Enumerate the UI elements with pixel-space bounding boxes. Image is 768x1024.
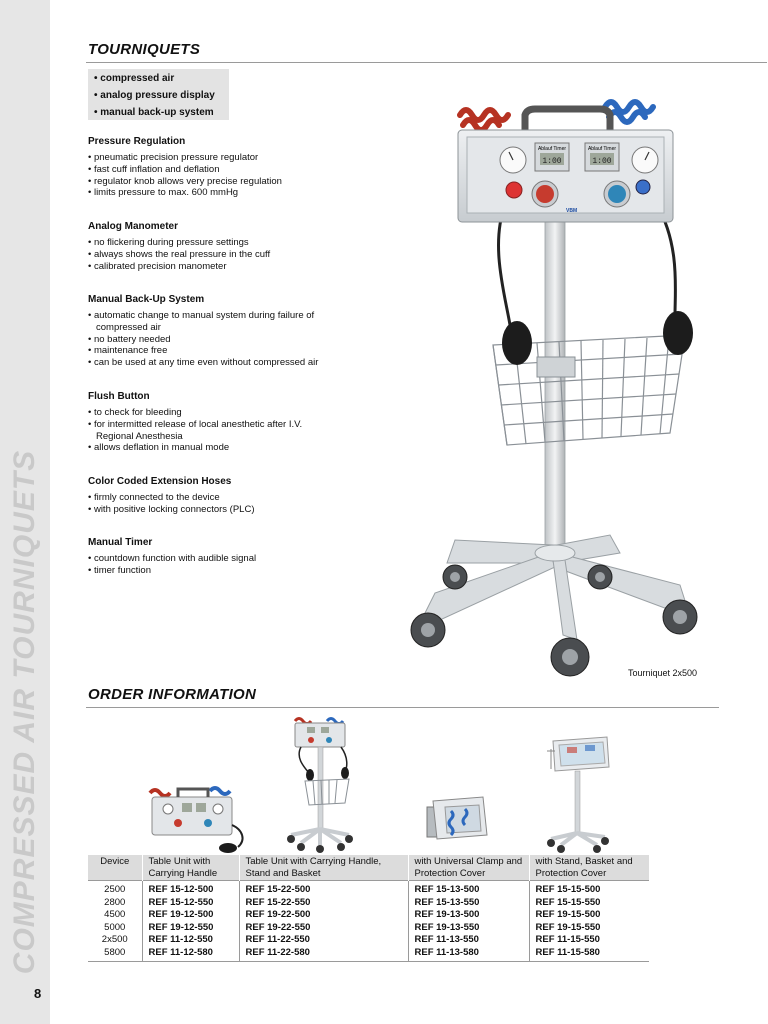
table-cell: REF 15-13-550 <box>408 897 529 910</box>
table-cell: REF 11-15-550 <box>529 934 649 947</box>
feature-item: • regulator knob allows very precise regulation <box>88 175 282 187</box>
feature-heading: Flush Button <box>88 391 150 402</box>
image-caption: Tourniquet 2x500 <box>628 668 698 678</box>
regulator-knob-red <box>536 185 554 203</box>
table-cell: REF 15-15-500 <box>529 881 649 897</box>
table-row <box>88 909 649 922</box>
table-cell: REF 15-13-500 <box>408 881 529 897</box>
order-table <box>88 855 649 962</box>
feature-item: • automatic change to manual system during failure of compressed air <box>88 310 315 333</box>
section-title-order-information: ORDER INFORMATION <box>88 686 257 703</box>
table-cell: REF 19-22-500 <box>239 909 408 922</box>
table-cell: 2500 <box>88 881 142 897</box>
table-row <box>88 934 649 947</box>
table-cell: REF 19-12-500 <box>142 909 239 922</box>
feature-item: • for intermitted release of local anesthetic after I.V. Regional Anesthesia <box>88 418 303 442</box>
feature-item: • firmly connected to the device <box>88 492 220 503</box>
feature-item: • to check for bleeding <box>88 407 182 418</box>
feature-heading: Analog Manometer <box>88 221 179 232</box>
hose-red <box>460 110 508 130</box>
column-header: Table Unit with Carrying Handle <box>142 855 239 881</box>
device-brand: VBM <box>566 208 578 214</box>
timer-right-value: 1:00 <box>592 157 612 166</box>
table-cell: REF 19-15-550 <box>529 922 649 935</box>
table-cell: 2x500 <box>101 934 128 945</box>
table-cell: REF 15-22-550 <box>239 897 408 910</box>
table-cell: REF 11-12-550 <box>142 934 239 947</box>
key-feature: • analog pressure display <box>94 90 215 101</box>
table-cell: REF 11-13-550 <box>408 934 529 947</box>
feature-item: • countdown function with audible signal <box>88 553 257 564</box>
section-rule <box>86 707 719 708</box>
table-cell: REF 15-12-550 <box>142 897 239 910</box>
page-number: 8 <box>34 986 42 1001</box>
table-cell: REF 19-22-550 <box>239 922 408 935</box>
feature-analog-manometer <box>88 221 388 272</box>
table-cell: REF 15-12-500 <box>142 881 239 897</box>
feature-item: • fast cuff inflation and deflation <box>88 163 220 175</box>
feature-item: • calibrated precision manometer <box>88 260 227 272</box>
timer-left-value: 1:00 <box>542 157 562 166</box>
timer-right-label: Ablauf Timer <box>587 146 617 152</box>
feature-item: • maintenance free <box>88 345 168 357</box>
table-cell: 4500 <box>104 909 126 920</box>
table-row <box>88 947 649 962</box>
column-header: Table Unit with Carrying Handle, Stand and Basket <box>239 855 408 881</box>
tourniquet-stand-illustration <box>395 95 720 685</box>
table-row <box>88 897 649 910</box>
table-header-row <box>88 855 649 881</box>
table-cell: 5800 <box>88 947 142 962</box>
table-unit-illustration <box>148 785 252 855</box>
table-cell: REF 19-15-500 <box>529 909 649 922</box>
regulator-knob-blue <box>608 185 626 203</box>
table-row <box>88 881 649 897</box>
feature-item: • can be used at any time even without compressed air <box>88 357 319 369</box>
timer-left-label: Ablauf Timer <box>537 146 567 152</box>
sidebar-vertical-title: COMPRESSED AIR TOURNIQUETS <box>8 449 41 975</box>
table-row <box>88 922 649 935</box>
inflation-bulb-left <box>502 321 532 365</box>
feature-item: • with positive locking connectors (PLC) <box>88 503 255 515</box>
inflation-bulb-right <box>663 311 693 355</box>
flush-button-blue <box>636 180 650 194</box>
feature-heading: Manual Timer <box>88 537 153 548</box>
table-cell: REF 15-22-500 <box>239 881 408 897</box>
feature-item: • timer function <box>88 564 151 576</box>
stand-basket-unit-illustration <box>283 713 355 855</box>
section-rule <box>86 62 767 63</box>
feature-pressure-regulation <box>88 136 388 199</box>
column-header: with Stand, Basket and Protection Cover <box>529 855 649 881</box>
feature-item: • allows deflation in manual mode <box>88 442 230 454</box>
feature-item: • always shows the real pressure in the cuff <box>88 248 271 260</box>
table-cell: REF 11-22-580 <box>239 947 408 962</box>
table-cell: REF 11-12-580 <box>142 947 239 962</box>
table-cell: 5000 <box>104 921 126 933</box>
feature-item: • limits pressure to max. 600 mmHg <box>88 187 239 199</box>
column-header: with Universal Clamp and Protection Cover <box>408 855 529 881</box>
key-features-box <box>88 69 229 120</box>
table-cell: REF 19-13-550 <box>408 922 529 935</box>
feature-heading: Manual Back-Up System <box>88 294 205 305</box>
flush-button-red <box>506 182 522 198</box>
feature-color-coded-hoses <box>88 476 388 516</box>
table-cell: REF 19-12-550 <box>142 922 239 935</box>
universal-clamp-unit-illustration <box>425 795 491 843</box>
feature-item: • pneumatic precision pressure regulator <box>88 152 259 163</box>
stand-basket-cover-unit-illustration <box>545 733 613 855</box>
feature-heading: Pressure Regulation <box>88 136 186 147</box>
feature-item: • no flickering during pressure settings <box>88 237 249 248</box>
table-cell: REF 15-15-550 <box>529 897 649 910</box>
section-title-tourniquets: TOURNIQUETS <box>88 41 201 58</box>
column-header: Device <box>88 855 142 881</box>
feature-heading: Color Coded Extension Hoses <box>88 476 232 487</box>
table-cell: REF 11-22-550 <box>239 934 408 947</box>
feature-manual-backup <box>88 294 353 369</box>
feature-item: • no battery needed <box>88 333 171 345</box>
table-cell: 2800 <box>104 896 126 908</box>
key-feature: • manual back-up system <box>94 107 214 118</box>
table-cell: REF 11-13-580 <box>408 947 529 962</box>
feature-flush-button <box>88 391 303 454</box>
key-feature: • compressed air <box>94 73 175 84</box>
table-cell: REF 11-15-580 <box>529 947 649 962</box>
table-cell: REF 19-13-500 <box>408 909 529 922</box>
feature-manual-timer <box>88 537 388 577</box>
